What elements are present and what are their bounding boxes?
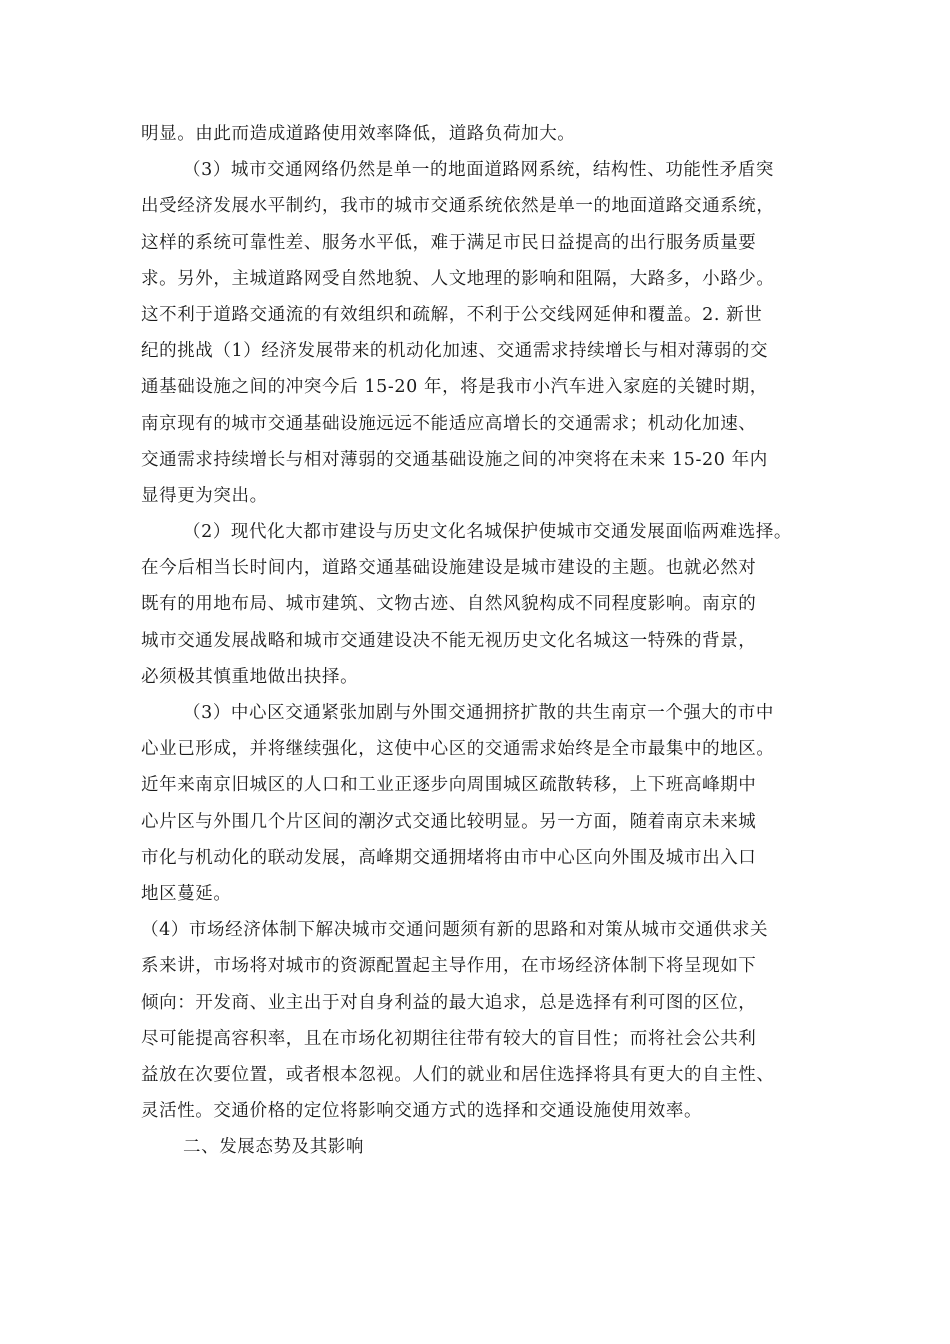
- text-line: 交通需求持续增长与相对薄弱的交通基础设施之间的冲突将在未来 15-20 年内: [141, 449, 768, 470]
- text-line: 市化与机动化的联动发展，高峰期交通拥堵将由市中心区向外围及城市出入口: [141, 847, 757, 868]
- text-line: 这样的系统可靠性差、服务水平低，难于满足市民日益提高的出行服务质量要: [141, 232, 757, 253]
- text-line: 这不利于道路交通流的有效组织和疏解，不利于公交线网延伸和覆盖。2. 新世: [141, 304, 763, 325]
- text-line: 灵活性。交通价格的定位将影响交通方式的选择和交通设施使用效率。: [141, 1101, 703, 1122]
- body-text: [141, 116, 821, 1165]
- text-line: 益放在次要位置，或者根本忽视。人们的就业和居住选择将具有更大的自主性、: [141, 1064, 775, 1085]
- text-line: 尽可能提高容积率，且在市场化初期往往带有较大的盲目性；而将社会公共利: [141, 1028, 757, 1049]
- text-line: 通基础设施之间的冲突今后 15-20 年，将是我市小汽车进入家庭的关键时期，: [141, 377, 768, 398]
- section-heading: 二、发展态势及其影响: [183, 1137, 364, 1158]
- paragraph-start-line: （4）市场经济体制下解决城市交通问题须有新的思路和对策从城市交通供求关: [141, 920, 769, 941]
- text-line: 城市交通发展战略和城市交通建设决不能无视历史文化名城这一特殊的背景，: [141, 630, 757, 651]
- text-line: 显得更为突出。: [141, 485, 268, 506]
- text-line: 出受经济发展水平制约，我市的城市交通系统依然是单一的地面道路交通系统，: [141, 196, 775, 217]
- text-line: 南京现有的城市交通基础设施远远不能适应高增长的交通需求；机动化加速、: [141, 413, 757, 434]
- text-line: 求。另外，主城道路网受自然地貌、人文地理的影响和阻隔，大路多，小路少。: [141, 268, 775, 289]
- text-line: 明显。由此而造成道路使用效率降低，道路负荷加大。: [141, 124, 576, 144]
- paragraph-start-line: （3）中心区交通紧张加剧与外围交通拥挤扩散的共生南京一个强大的市中: [183, 703, 774, 723]
- text-line: 近年来南京旧城区的人口和工业正逐步向周围城区疏散转移，上下班高峰期中: [141, 775, 757, 796]
- text-line: 纪的挑战（1）经济发展带来的机动化加速、交通需求持续增长与相对薄弱的交: [141, 341, 769, 362]
- text-line: 必须极其慎重地做出抉择。: [141, 666, 359, 687]
- text-line: 心业已形成，并将继续强化，这使中心区的交通需求始终是全市最集中的地区。: [141, 739, 775, 760]
- text-line: 地区蔓延。: [141, 883, 232, 904]
- text-line: 倾向：开发商、业主出于对自身利益的最大追求，总是选择有利可图的区位，: [141, 992, 757, 1013]
- text-line: 既有的用地布局、城市建筑、文物古迹、自然风貌构成不同程度影响。南京的: [141, 594, 757, 615]
- paragraph-start-line: （3）城市交通网络仍然是单一的地面道路网系统，结构性、功能性矛盾突: [183, 160, 774, 181]
- text-line: 在今后相当长时间内，道路交通基础设施建设是城市建设的主题。也就必然对: [141, 558, 757, 579]
- text-line: 心片区与外围几个片区间的潮汐式交通比较明显。另一方面，随着南京未来城: [141, 811, 757, 832]
- paragraph-start-line: （2）现代化大都市建设与历史文化名城保护使城市交通发展面临两难选择。: [183, 522, 793, 543]
- text-line: 系来讲，市场将对城市的资源配置起主导作用，在市场经济体制下将呈现如下: [141, 956, 757, 977]
